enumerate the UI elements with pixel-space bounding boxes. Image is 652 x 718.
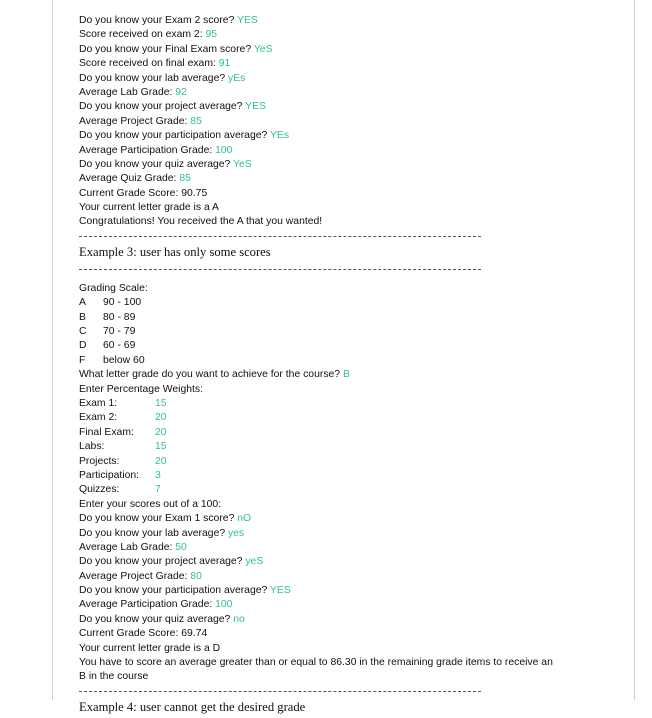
user-input: nO	[237, 513, 252, 525]
output-line: Score received on final exam: 91	[79, 58, 231, 70]
grading-scale-row: F below 60	[79, 354, 145, 366]
document-content	[79, 14, 579, 718]
output-line: Do you know your Final Exam score? YeS	[79, 43, 273, 55]
user-input: YEs	[270, 130, 290, 142]
grading-scale-row: B 80 - 89	[79, 311, 136, 323]
user-input: 100	[215, 144, 233, 156]
weight-row: Participation: 3	[79, 469, 161, 481]
grading-scale-title: Grading Scale:	[79, 282, 148, 294]
output-line: Average Lab Grade: 92	[79, 86, 187, 98]
output-line: Do you know your participation average? YEs	[79, 130, 290, 142]
output-line: Do you know your Exam 2 score? YES	[79, 15, 258, 26]
output-line: Do you know your quiz average? no	[79, 613, 245, 625]
user-input: yes	[228, 527, 245, 539]
weight-row: Exam 2: 20	[79, 412, 167, 424]
user-input: 85	[179, 173, 191, 185]
example-3-output	[79, 282, 579, 685]
current-score-line: Current Grade Score: 90.75	[79, 187, 208, 199]
user-input: 92	[175, 86, 187, 98]
user-input: 20	[155, 412, 167, 424]
dashed-divider	[79, 230, 579, 241]
user-input: yeS	[245, 556, 264, 568]
output-line: Score received on exam 2: 95	[79, 29, 218, 41]
example-2-output	[79, 14, 579, 230]
output-line: Do you know your quiz average? YeS	[79, 158, 252, 170]
user-input: YES	[237, 15, 258, 26]
output-line: Do you know your project average? yeS	[79, 556, 264, 568]
user-input: 91	[218, 58, 231, 70]
output-line: Average Quiz Grade: 85	[79, 173, 191, 185]
user-input: 15	[155, 397, 167, 409]
output-line: Average Project Grade: 85	[79, 115, 202, 127]
grading-scale-row: A 90 - 100	[79, 297, 142, 309]
output-line: Do you know your participation average? YES	[79, 585, 291, 597]
grading-scale-row: D 60 - 69	[79, 340, 136, 352]
user-input: 100	[215, 599, 233, 611]
output-line: Do you know your Exam 1 score? nO	[79, 513, 252, 525]
user-input: yEs	[228, 72, 246, 84]
user-input: 3	[155, 469, 161, 481]
user-input: 7	[155, 484, 161, 496]
user-input: 15	[155, 441, 167, 453]
desired-grade-line: What letter grade do you want to achieve for the course? B	[79, 369, 350, 381]
user-input: YES	[270, 585, 291, 597]
dashed-divider	[79, 263, 579, 274]
output-line: Average Participation Grade: 100	[79, 599, 233, 611]
example-4-heading: Example 4: user cannot get the desired grade	[79, 699, 306, 714]
user-input: YeS	[233, 158, 252, 170]
user-input: 50	[175, 541, 187, 553]
weight-row: Final Exam: 20	[79, 426, 167, 438]
weight-row: Quizzes: 7	[79, 484, 161, 496]
weight-row: Labs: 15	[79, 441, 167, 453]
user-input: no	[233, 613, 245, 625]
output-line: Average Lab Grade: 50	[79, 541, 187, 553]
grading-scale-row: C 70 - 79	[79, 326, 136, 338]
scores-prompt: Enter your scores out of a 100:	[79, 498, 222, 510]
output-line: Do you know your lab average? yEs	[79, 72, 246, 84]
weight-row: Exam 1: 15	[79, 397, 167, 409]
user-input: YeS	[253, 43, 273, 55]
output-line: Do you know your project average? YES	[79, 101, 266, 113]
user-input: B	[342, 369, 350, 381]
user-input: 20	[155, 455, 167, 467]
dashed-divider	[79, 685, 579, 696]
example-3-heading: Example 3: user has only some scores	[79, 244, 271, 259]
output-line: Do you know your lab average? yes	[79, 527, 245, 539]
output-line: Average Participation Grade: 100	[79, 144, 233, 156]
user-input: 85	[190, 115, 202, 127]
current-score-line: Current Grade Score: 69.74	[79, 628, 208, 640]
user-input: 95	[205, 29, 218, 41]
letter-grade-line: Your current letter grade is a D	[79, 642, 221, 654]
user-input: 20	[155, 426, 167, 438]
congrats-line: Congratulations! You received the A that you wanted!	[79, 216, 323, 228]
advice-line: You have to score an average greater than or equal to 86.30 in the remaining grade items to receive an	[79, 657, 553, 669]
weight-row: Projects: 20	[79, 455, 167, 467]
user-input: YES	[245, 101, 266, 113]
letter-grade-line: Your current letter grade is a A	[79, 202, 219, 214]
user-input: 80	[190, 570, 202, 582]
output-line: Average Project Grade: 80	[79, 570, 202, 582]
weights-title: Enter Percentage Weights:	[79, 383, 203, 395]
advice-line: B in the course	[79, 671, 149, 683]
